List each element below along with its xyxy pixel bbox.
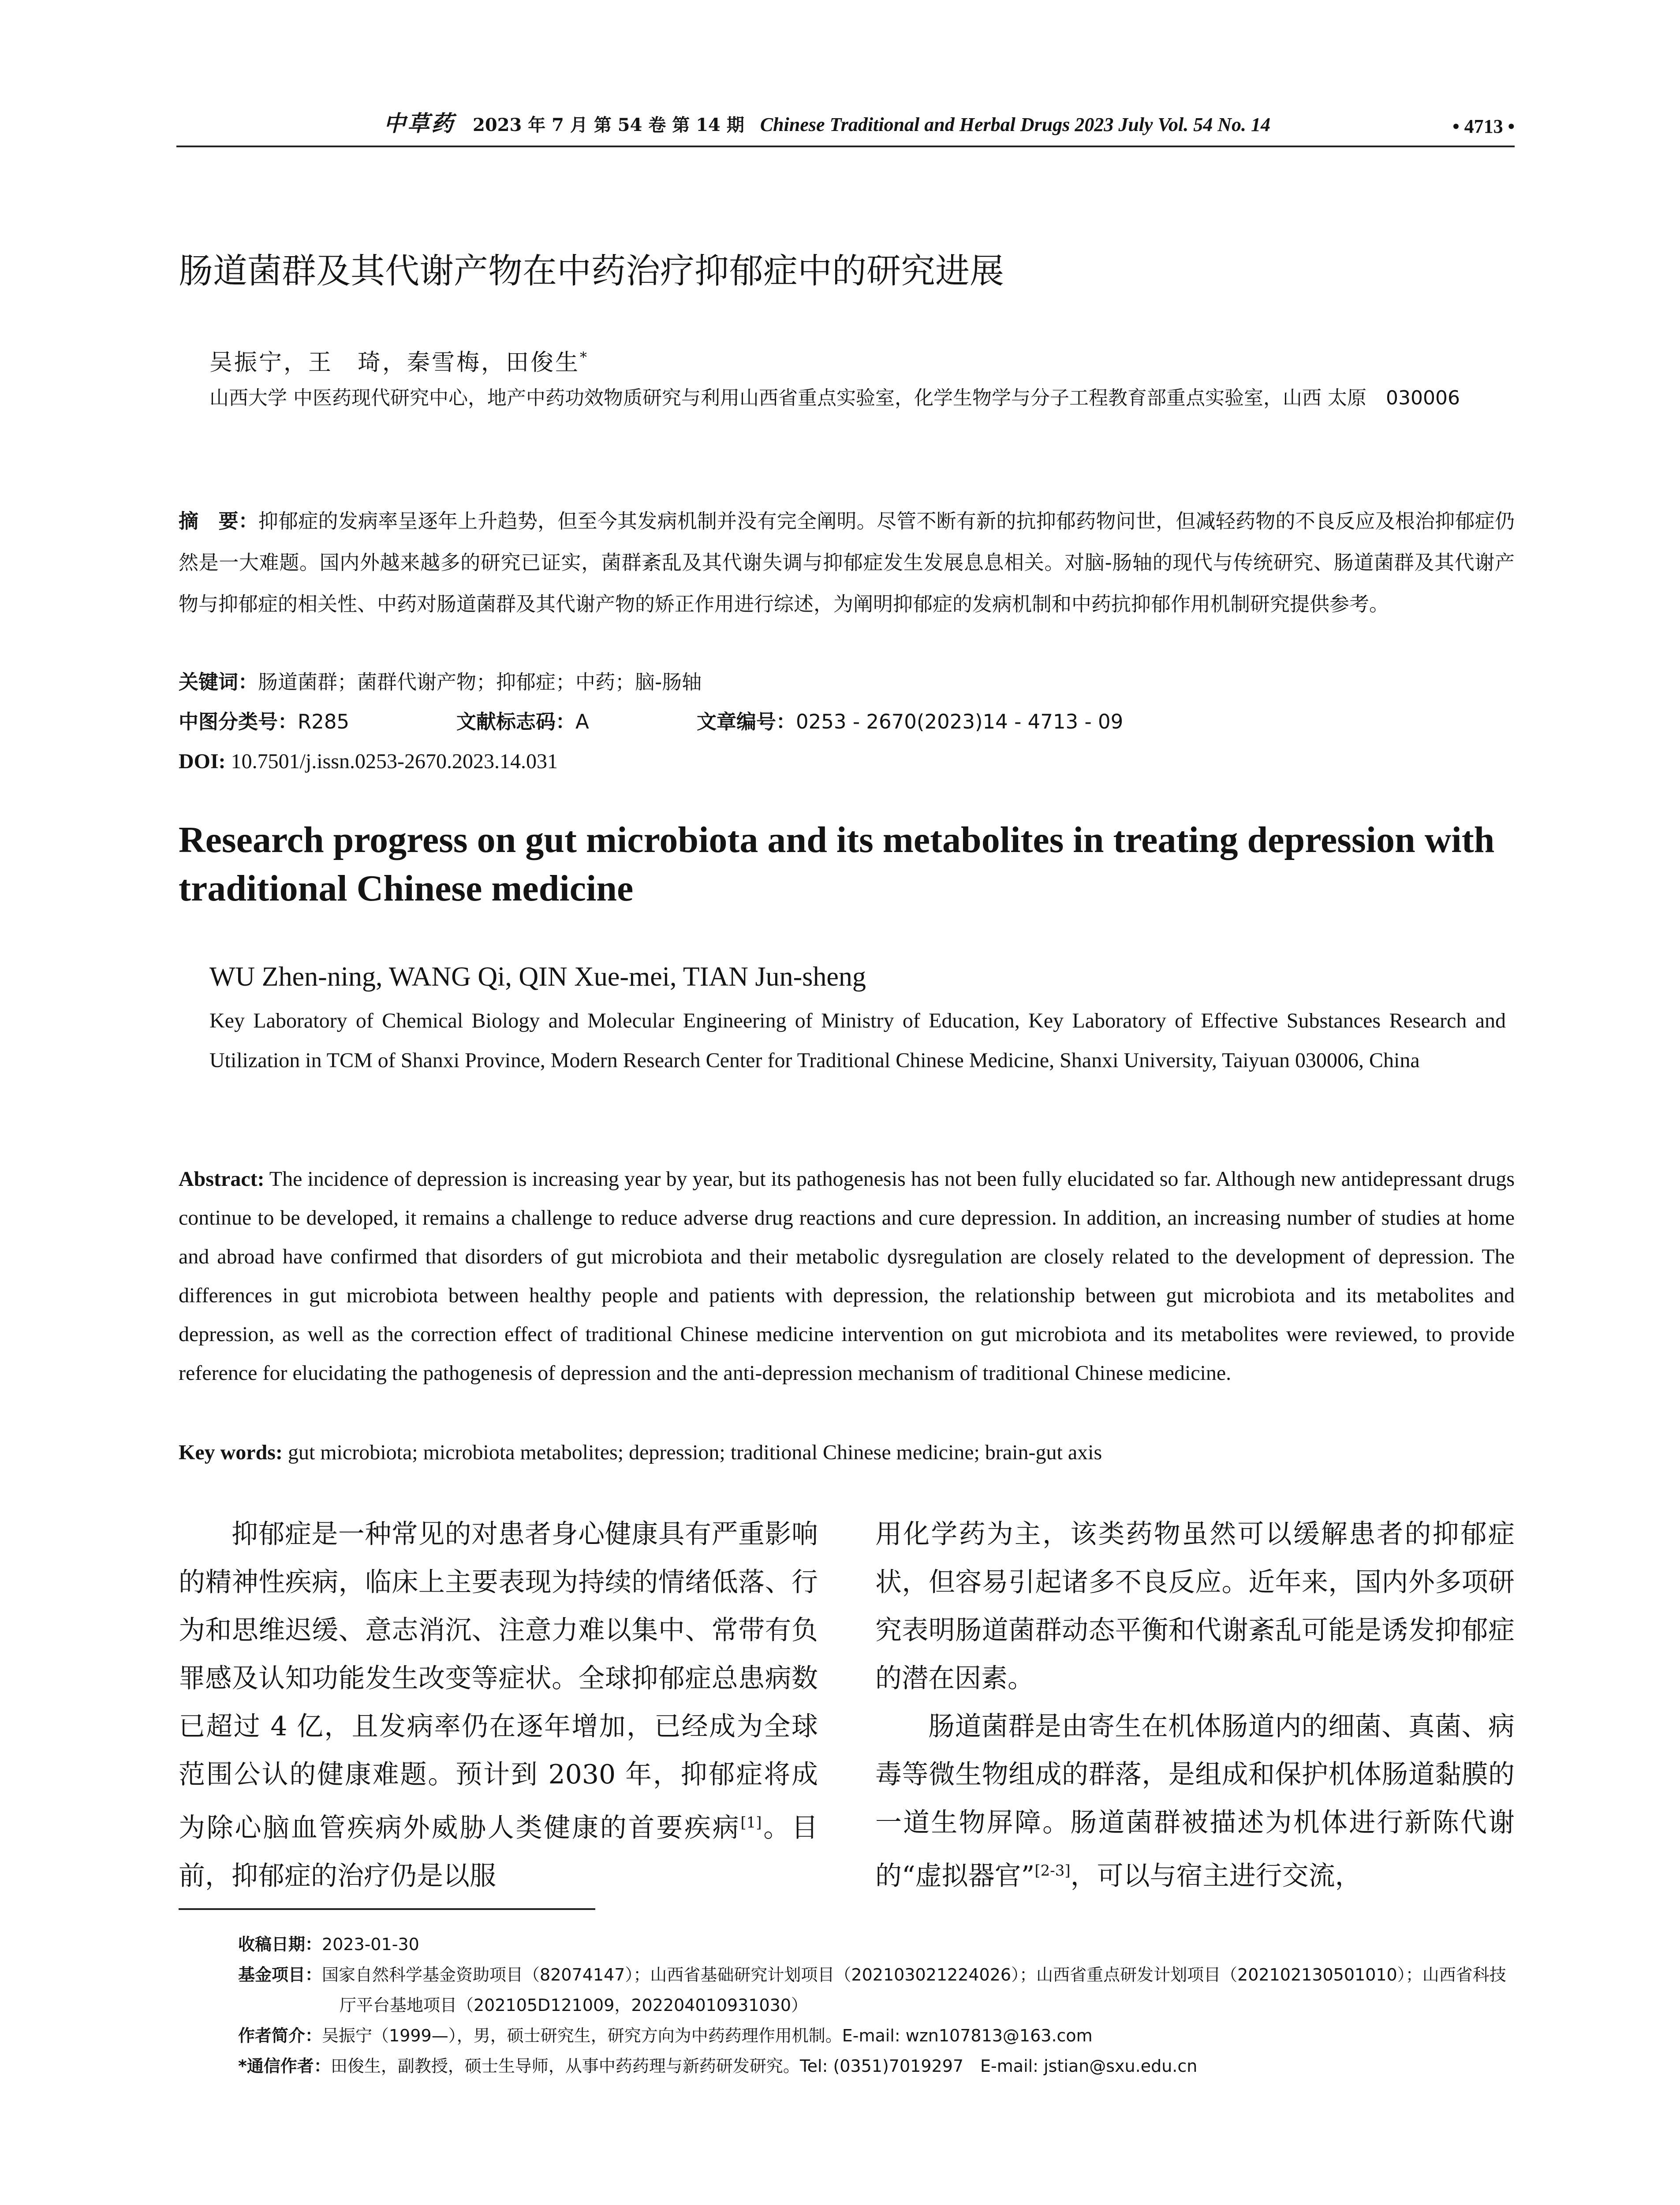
abstract-cn [179,501,1515,625]
keywords-cn-text: 肠道菌群；菌群代谢产物；抑郁症；中药；脑-肠轴 [258,670,702,694]
body-paragraph [875,1703,1515,1900]
clc-label: 中图分类号： [179,710,298,733]
header-rule [176,146,1515,147]
title-en: Research progress on gut microbiota and its metabolites in treating depression with traditional Chinese medicine [179,819,1495,909]
author-bio-value: 吴振宁（1999—），男，硕士研究生，研究方向为中药药理作用机制。E-mail: wzn107813@163.com [322,2026,1093,2045]
issue-info-en: Chinese Traditional and Herbal Drugs 2023 July Vol. 54 No. 14 [760,114,1271,135]
body-text: ，可以与宿主进行交流， [1070,1861,1362,1891]
keywords-en-text: gut microbiota; microbiota metabolites; depression; traditional Chinese medicine; brain-gut axis [287,1441,1102,1464]
keywords-en [179,1433,1515,1472]
abstract-en-label: Abstract: [179,1167,265,1191]
authors-cn-text: 吴振宁，王 琦，秦雪梅，田俊生 [209,349,580,376]
abstract-cn-label: 摘 要： [179,509,258,533]
author-bio-label: 作者简介： [238,2026,322,2045]
footnote-fund [238,1960,1515,2021]
received-value: 2023-01-30 [322,1935,419,1954]
keywords-en-label: Key words: [179,1441,283,1464]
authors-cn [209,340,589,380]
issue-info-cn: 2023 年 7 月 第 54 卷 第 14 期 [473,115,744,135]
doi [179,741,1515,782]
corresponding-label: *通信作者： [238,2056,331,2076]
footnote-received [238,1929,1515,1960]
doc-code-value: A [575,710,589,733]
fund-label: 基金项目： [238,1965,322,1984]
keywords-cn-label: 关键词： [179,670,258,694]
header-left [176,106,1270,138]
citation-ref: [1] [740,1814,762,1831]
received-label: 收稿日期： [238,1935,322,1954]
article-number-value: 0253 - 2670(2023)14 - 4713 - 09 [796,710,1124,733]
page-number: • 4713 • [1452,116,1515,137]
body-paragraph: 用化学药为主，该类药物虽然可以缓解患者的抑郁症状，但容易引起诸多不良反应。近年来，国内外多项研究表明肠道菌群动态平衡和代谢紊乱可能是诱发抑郁症的潜在因素。 [875,1519,1515,1694]
abstract-cn-text: 抑郁症的发病率呈逐年上升趋势，但至今其发病机制并没有完全阐明。尽管不断有新的抗抑郁药物问世，但减轻药物的不良反应及根治抑郁症仍然是一大难题。国内外越来越多的研究已证实，菌群紊乱及其代谢失调与抑郁症发生发展息息相关。对脑-肠轴的现代与传统研究、肠道菌群及其代谢产物与抑郁症的相关性、中药对肠道菌群及其代谢产物的矫正作用进行综述，为阐明抑郁症的发病机制和中药抗抑郁作用机制研究提供参考。 [179,509,1515,616]
footnote-rule [179,1908,595,1910]
footnote-corresponding [238,2051,1515,2082]
abstract-en [179,1160,1515,1393]
running-header [176,106,1515,144]
corresponding-mark: * [580,349,589,366]
doi-label: DOI: [179,750,226,773]
authors-en: WU Zhen-ning, WANG Qi, QIN Xue-mei, TIAN Jun-sheng [209,962,866,992]
clc-number [179,701,456,743]
article-number-label: 文章编号： [697,710,796,733]
doi-value: 10.7501/j.issn.0253-2670.2023.14.031 [231,750,558,773]
article-number [697,701,1123,743]
body-paragraph [179,1510,818,1900]
classification-info [179,701,1515,743]
body-text: 抑郁症是一种常见的对患者身心健康具有严重影响的精神性疾病，临床上主要表现为持续的情绪低落、行为和思维迟缓、意志消沉、注意力难以集中、常带有负罪感及认知功能发生改变等症状。全球抑郁症总患病数已超过 4 亿，且发病率仍在逐年增加，已经成为全球范围公认的健康难题。预计到 2030 年，抑郁症将成为除心脑血管疾病外威胁人类健康的首要疾病 [179,1519,818,1843]
title-cn: 肠道菌群及其代谢产物在中药治疗抑郁症中的研究进展 [179,251,1004,291]
body-text: 肠道菌群是由寄生在机体肠道内的细菌、真菌、病毒等微生物组成的群落，是组成和保护机体肠道黏膜的一道生物屏障。肠道菌群被描述为机体进行新陈代谢的“虚拟器官” [875,1711,1515,1891]
clc-value: R285 [298,710,350,733]
fund-value: 国家自然科学基金资助项目（82074147）；山西省基础研究计划项目（202103021224026）；山西省重点研发计划项目（202102130501010）；山西省科技厅平台基地项目（202105D121009，202204010931030） [322,1965,1506,2015]
footnotes [238,1929,1515,2082]
doc-code-label: 文献标志码： [456,710,576,733]
footnote-author [238,2021,1515,2051]
citation-ref: [2-3] [1034,1862,1071,1880]
document-code [456,701,697,743]
abstract-en-text: The incidence of depression is increasing year by year, but its pathogenesis has not been fully elucidated so far. Although new antidepressant drugs continue to be developed, it remains a challenge to reduce adverse drug reactions and cure depression. In addition, an increasing number of studies at home and abroad have confirmed that disorders of gut microbiota and their metabolic dysregulation are closely related to the development of depression. The differences in gut microbiota between healthy people and patients with depression, the relationship between gut microbiota and its metabolites and depression, as well as the correction effect of traditional Chinese medicine intervention on gut microbiota and its metabolites were reviewed, to provide reference for elucidating the pathogenesis of depression and the anti-depression mechanism of traditional Chinese medicine. [179,1167,1515,1385]
affiliation-cn: 山西大学 中医药现代研究中心，地产中药功效物质研究与利用山西省重点实验室，化学生物学与分子工程教育部重点实验室，山西 太原 030006 [209,387,1460,409]
affiliation-en: Key Laboratory of Chemical Biology and Molecular Engineering of Ministry of Education, Key Laboratory of Effective Substances Research and Utilization in TCM of Shanxi Province, Modern Research Center for Traditional Chinese Medicine, Shanxi University, Taiyuan 030006, China [209,1009,1506,1072]
keywords-cn [179,662,1515,703]
journal-name-cn: 中草药 [384,110,455,136]
body-text: 。目前，抑郁症的治疗仍是以服 [179,1813,818,1891]
body-column-left [179,1510,818,1900]
body-column-right [875,1510,1515,1900]
corresponding-value: 田俊生，副教授，硕士生导师，从事中药药理与新药研发研究。Tel: (0351)7019297 E-mail: jstian@sxu.edu.cn [330,2056,1198,2076]
